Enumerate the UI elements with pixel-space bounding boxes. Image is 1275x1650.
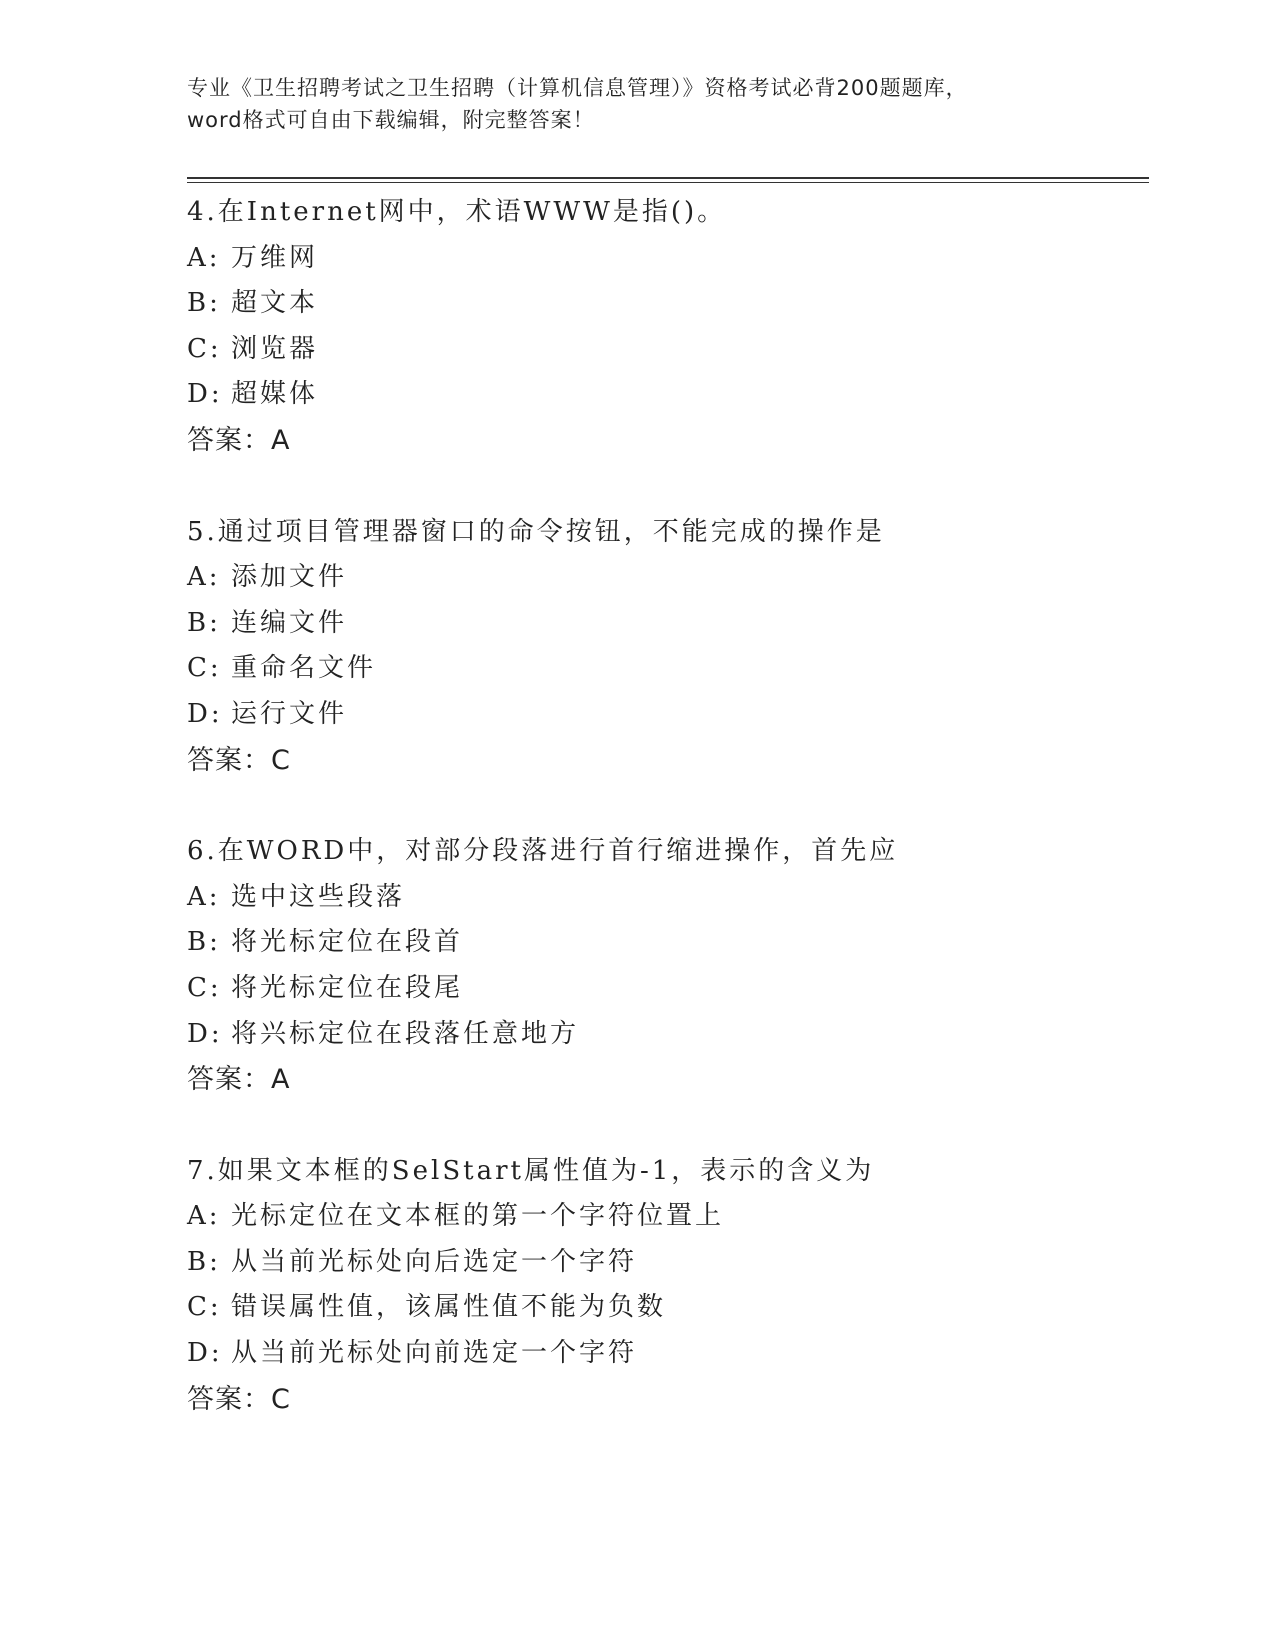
- option-text: 光标定位在文本框的第一个字符位置上: [231, 1201, 725, 1232]
- option-key: D:: [187, 698, 223, 729]
- option-key: B:: [187, 288, 221, 319]
- question-item: [187, 829, 1147, 1103]
- option-d: [187, 692, 1147, 738]
- question-item: [187, 510, 1147, 784]
- option-key: C:: [187, 653, 222, 684]
- option-key: A:: [187, 1201, 221, 1232]
- option-c: [187, 646, 1147, 692]
- option-text: 超文本: [231, 288, 319, 319]
- option-key: B:: [187, 927, 221, 958]
- option-text: 将兴标定位在段落任意地方: [231, 1018, 580, 1049]
- option-key: A:: [187, 881, 221, 912]
- option-d: [187, 372, 1147, 418]
- question-stem: 5.通过项目管理器窗口的命令按钮，不能完成的操作是: [187, 516, 885, 547]
- question-stem: 7.如果文本框的SelStart属性值为-1，表示的含义为: [187, 1155, 875, 1186]
- option-text: 添加文件: [231, 562, 348, 593]
- option-text: 错误属性值，该属性值不能为负数: [231, 1292, 667, 1323]
- option-text: 重命名文件: [231, 653, 377, 684]
- answer-line: 答案：C: [187, 744, 291, 776]
- header-divider-thick: [187, 177, 1149, 179]
- answer-line: 答案：A: [187, 424, 291, 456]
- option-b: [187, 281, 1147, 327]
- question-stem: 4.在Internet网中，术语WWW是指()。: [187, 197, 727, 227]
- option-c: [187, 966, 1147, 1012]
- option-text: 将光标定位在段尾: [231, 972, 464, 1003]
- option-c: [187, 327, 1147, 373]
- option-text: 浏览器: [231, 333, 319, 364]
- option-b: [187, 920, 1147, 966]
- option-text: 连编文件: [231, 607, 348, 638]
- option-a: [187, 875, 1147, 921]
- option-key: D:: [187, 1018, 223, 1049]
- option-d: [187, 1012, 1147, 1058]
- option-text: 选中这些段落: [231, 881, 406, 912]
- option-text: 万维网: [231, 242, 319, 273]
- option-d: [187, 1331, 1147, 1377]
- option-a: [187, 555, 1147, 601]
- answer-line: 答案：C: [187, 1383, 291, 1415]
- option-key: B:: [187, 1246, 221, 1277]
- option-a: [187, 236, 1147, 282]
- header-divider-thin: [187, 182, 1149, 183]
- question-list: [187, 190, 1147, 1468]
- option-key: D:: [187, 379, 223, 410]
- question-stem: 6.在WORD中，对部分段落进行首行缩进操作，首先应: [187, 836, 899, 867]
- option-a: [187, 1194, 1147, 1240]
- header-line-1: 专业《卫生招聘考试之卫生招聘（计算机信息管理）》资格考试必背200题题库，: [187, 76, 968, 100]
- option-c: [187, 1285, 1147, 1331]
- option-key: D:: [187, 1338, 223, 1369]
- option-key: A:: [187, 242, 221, 273]
- option-b: [187, 601, 1147, 647]
- option-key: A:: [187, 562, 221, 593]
- option-key: C:: [187, 1292, 222, 1323]
- option-text: 超媒体: [231, 379, 319, 410]
- question-item: [187, 190, 1147, 464]
- option-key: C:: [187, 972, 222, 1003]
- document-header: [187, 72, 1187, 136]
- option-key: B:: [187, 607, 221, 638]
- option-text: 从当前光标处向后选定一个字符: [231, 1246, 638, 1277]
- option-text: 运行文件: [231, 698, 348, 729]
- option-b: [187, 1240, 1147, 1286]
- header-line-2: word格式可自由下载编辑，附完整答案！: [187, 108, 595, 132]
- option-key: C:: [187, 333, 222, 364]
- option-text: 从当前光标处向前选定一个字符: [231, 1338, 638, 1369]
- option-text: 将光标定位在段首: [231, 927, 464, 958]
- answer-line: 答案：A: [187, 1064, 291, 1096]
- question-item: [187, 1149, 1147, 1423]
